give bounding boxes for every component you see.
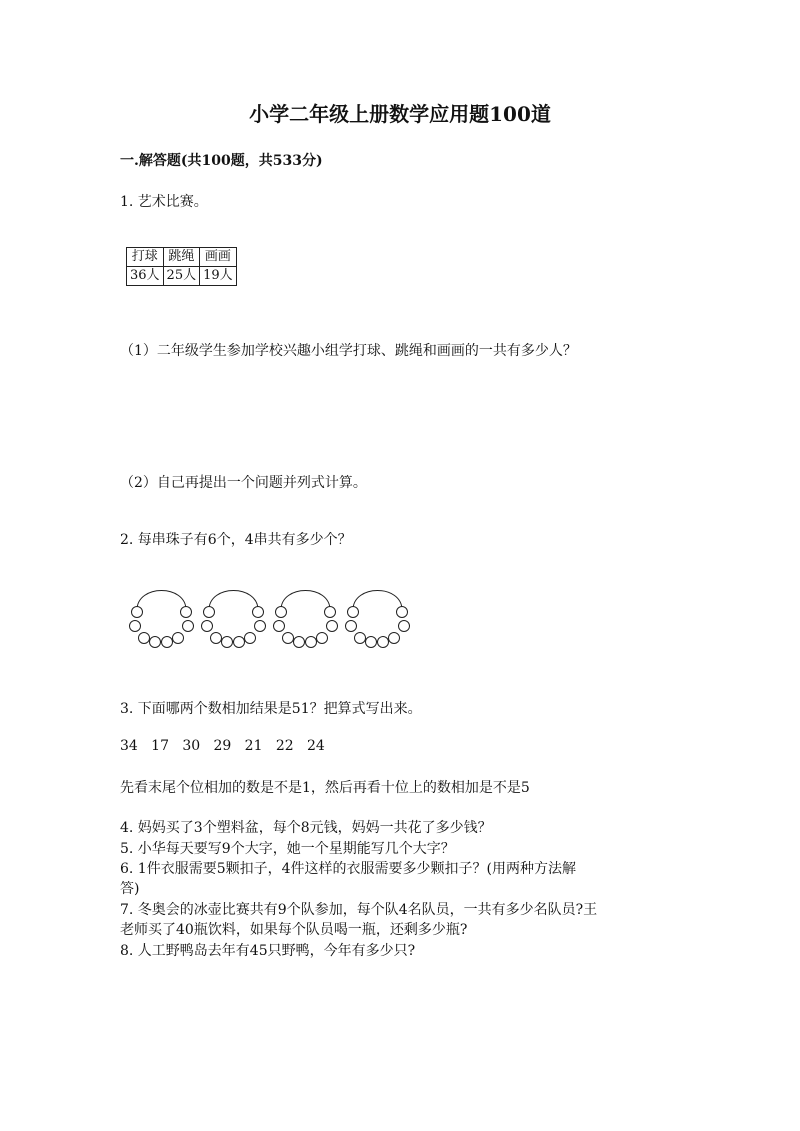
section-heading: 一.解答题(共100题，共533分) (120, 153, 323, 169)
bead-necklace (274, 591, 338, 648)
table-header-cell: 打球 (127, 248, 164, 267)
bead (389, 633, 400, 644)
bead (317, 633, 328, 644)
bead (306, 637, 317, 648)
question-6-text-continued: 答) (120, 881, 140, 897)
question-1-part-2: （2）自己再提出一个问题并列式计算。 (120, 475, 367, 491)
bead (348, 607, 359, 618)
bead (399, 621, 410, 632)
bead (378, 637, 389, 648)
bead (132, 607, 143, 618)
page-title: 小学二年级上册数学应用题100道 (249, 102, 551, 126)
bead (211, 633, 222, 644)
question-7-text: 7. 冬奥会的冰壶比赛共有9个队参加，每个队4名队员，一共有多少名队员?王 (120, 902, 598, 918)
bead (139, 633, 150, 644)
bead (255, 621, 266, 632)
question-4-text: 4. 妈妈买了3个塑料盆，每个8元钱，妈妈一共花了多少钱？ (120, 820, 492, 836)
question-3-numbers: 34 17 30 29 21 22 24 (120, 738, 325, 754)
bead-necklace (130, 591, 194, 648)
bead (325, 607, 336, 618)
bead (130, 621, 141, 632)
bead (366, 637, 377, 648)
bead (150, 637, 161, 648)
bead (202, 621, 213, 632)
bead (346, 621, 357, 632)
bead (234, 637, 245, 648)
bead (222, 637, 233, 648)
bead (181, 607, 192, 618)
bead (183, 621, 194, 632)
bead (276, 607, 287, 618)
bead (245, 633, 256, 644)
table-cell: 19人 (200, 267, 237, 286)
question-3-hint: 先看末尾个位相加的数是不是1，然后再看十位上的数相加是不是5 (120, 780, 530, 796)
necklace-string (137, 591, 186, 611)
question-8-text: 8. 人工野鸭岛去年有45只野鸭，今年有多少只? (120, 943, 416, 959)
bead (173, 633, 184, 644)
bead (162, 637, 173, 648)
bead (274, 621, 285, 632)
table-header-cell: 跳绳 (163, 248, 200, 267)
bead (397, 607, 408, 618)
bead (204, 607, 215, 618)
question-1-part-1: （1）二年级学生参加学校兴趣小组学打球、跳绳和画画的一共有多少人？ (120, 343, 577, 359)
question-5-text: 5. 小华每天要写9个大字，她一个星期能写几个大字？ (120, 841, 455, 857)
question-3-text: 3. 下面哪两个数相加结果是51？把算式写出来。 (120, 701, 422, 717)
bead-necklaces-figure (124, 584, 424, 654)
competition-table (126, 247, 237, 286)
question-1-heading: 1. 艺术比赛。 (120, 194, 208, 210)
necklace-string (281, 591, 330, 611)
bead (283, 633, 294, 644)
table-header-cell: 画画 (200, 248, 237, 267)
question-6-text: 6. 1件衣服需要5颗扣子，4件这样的衣服需要多少颗扣子？(用两种方法解 (120, 861, 576, 877)
question-7-text-continued: 老师买了40瓶饮料，如果每个队员喝一瓶，还剩多少瓶? (120, 922, 468, 938)
necklace-string (353, 591, 402, 611)
bead (327, 621, 338, 632)
bead-necklace (346, 591, 410, 648)
necklace-string (209, 591, 258, 611)
bead-necklace (202, 591, 266, 648)
table-cell: 36人 (127, 267, 164, 286)
bead (355, 633, 366, 644)
table-row (127, 267, 237, 286)
table-header-row (127, 248, 237, 267)
question-2-text: 2. 每串珠子有6个，4串共有多少个？ (120, 532, 352, 548)
bead (294, 637, 305, 648)
bead (253, 607, 264, 618)
table-cell: 25人 (163, 267, 200, 286)
